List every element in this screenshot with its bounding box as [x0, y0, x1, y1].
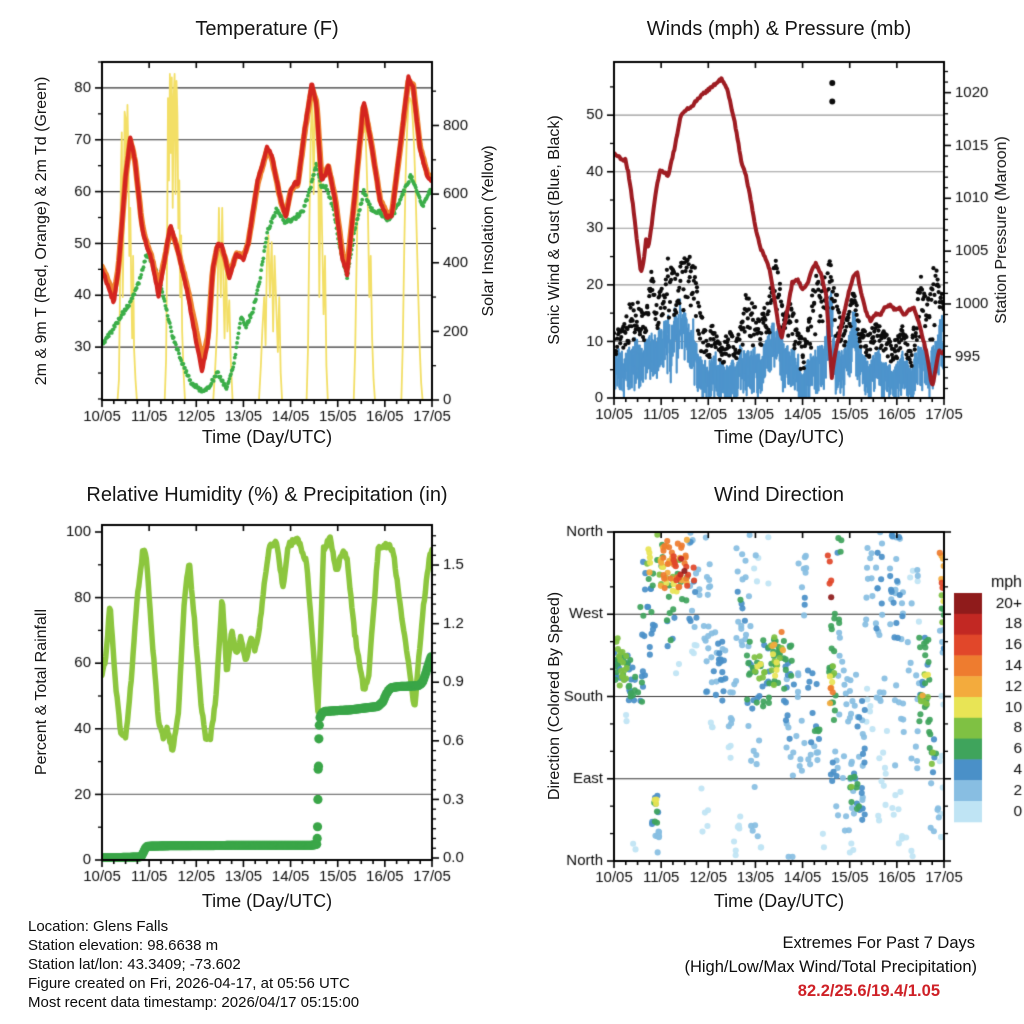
xlabel-direction: Time (Day/UTC)	[713, 891, 845, 911]
xlabel-temperature: Time (Day/UTC)	[201, 427, 333, 447]
extremes-values: 82.2/25.6/19.4/1.05	[797, 982, 940, 1000]
footer-location: Location: Glens Falls	[28, 918, 169, 935]
ylabel-direction: Direction (Colored By Speed)	[546, 591, 563, 801]
ylabel-percent-rainfall: Percent & Total Rainfall	[33, 608, 50, 776]
panel-title-wind-direction: Wind Direction	[713, 484, 845, 506]
xlabel-rh: Time (Day/UTC)	[201, 891, 333, 911]
panel-title-rh-precip: Relative Humidity (%) & Precipitation (in)	[86, 484, 448, 506]
panel-title-temperature: Temperature (F)	[195, 18, 339, 40]
panel-title-winds-pressure: Winds (mph) & Pressure (mb)	[646, 18, 912, 40]
footer-elevation: Station elevation: 98.6638 m	[28, 937, 219, 954]
ylabel-wind-gust: Sonic Wind & Gust (Blue, Black)	[546, 115, 563, 345]
xlabel-winds: Time (Day/UTC)	[713, 427, 845, 447]
ylabel-temperature-left: 2m & 9m T (Red, Orange) & 2m Td (Green)	[33, 76, 50, 386]
footer-latlon: Station lat/lon: 43.3409; -73.602	[28, 956, 241, 973]
footer-timestamp: Most recent data timestamp: 2026/04/17 05:15:00	[28, 994, 360, 1011]
footer-created: Figure created on Fri, 2026-04-17, at 05:56 UTC	[28, 975, 350, 992]
extremes-title: Extremes For Past 7 Days	[782, 934, 975, 952]
ylabel-solar-insolation: Solar Insolation (Yellow)	[480, 145, 497, 317]
extremes-subtitle: (High/Low/Max Wind/Total Precipitation)	[684, 958, 977, 976]
ylabel-station-pressure: Station Pressure (Maroon)	[993, 136, 1010, 324]
